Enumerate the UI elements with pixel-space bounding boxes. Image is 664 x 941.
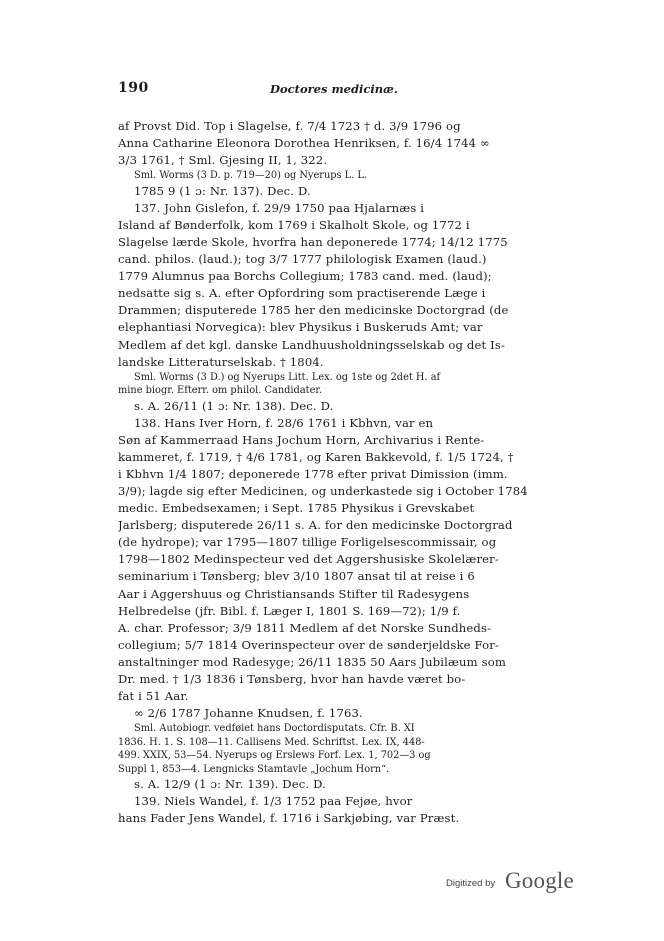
text-line: kammeret, f. 1719, † 4/6 1781, og Karen Bakkevold, f. 1/5 1724, † xyxy=(118,449,514,464)
text-line: (de hydrope); var 1795—1807 tillige Forligelsescommissair, og xyxy=(118,535,497,550)
text-line: Suppl 1, 853—4. Lengnicks Stamtavle „Jochum Horn“. xyxy=(118,763,390,775)
text-line: ∞ 2/6 1787 Johanne Knudsen, f. 1763. xyxy=(134,706,363,721)
text-line: Island af Bønderfolk, kom 1769 i Skalholt Skole, og 1772 i xyxy=(118,217,470,232)
text-line: 1785 9 (1 ɔ: Nr. 137). Dec. D. xyxy=(134,183,311,198)
digitized-by-label: Digitized by xyxy=(446,878,496,889)
text-line: 499. XXIX, 53—54. Nyerups og Erslews Forf. Lex. 1, 702—3 og xyxy=(118,750,431,762)
text-line: nedsatte sig s. A. efter Opfordring som practiserende Læge i xyxy=(118,286,486,301)
text-line: Dr. med. † 1/3 1836 i Tønsberg, hvor han havde været bo- xyxy=(118,672,466,687)
text-line: fat i 51 Aar. xyxy=(118,689,189,704)
text-line: Medlem af det kgl. danske Landhuusholdningsselskab og det Is- xyxy=(118,337,506,352)
text-line: Helbredelse (jfr. Bibl. f. Læger I, 1801 S. 169—72); 1/9 f. xyxy=(118,603,461,618)
text-line: 3/9); lagde sig efter Medicinen, og underkastede sig i October 1784 xyxy=(118,484,528,498)
running-title: Doctores medicinæ. xyxy=(270,82,398,96)
text-line: A. char. Professor; 3/9 1811 Medlem af det Norske Sundheds- xyxy=(118,620,492,635)
text-line: Jarlsberg; disputerede 26/11 s. A. for den medicinske Doctorgrad xyxy=(118,518,513,533)
text-line: cand. philos. (laud.); tog 3/7 1777 philologisk Examen (laud.) xyxy=(118,252,487,267)
text-line: Søn af Kammerraad Hans Jochum Horn, Archivarius i Rente- xyxy=(118,432,485,447)
text-line: elephantiasi Norvegica): blev Physikus i Buskeruds Amt; var xyxy=(118,320,483,335)
body-text xyxy=(118,118,538,827)
text-line: af Provst Did. Top i Slagelse, f. 7/4 1723 † d. 3/9 1796 og xyxy=(118,119,461,133)
page-header xyxy=(118,80,598,98)
page-number: 190 xyxy=(118,80,149,96)
text-line: landske Litteraturselskab. † 1804. xyxy=(118,354,324,369)
text-line: anstaltninger mod Radesyge; 26/11 1835 50 Aars Jubilæum som xyxy=(118,654,507,669)
text-line: 1779 Alumnus paa Borchs Collegium; 1783 cand. med. (laud); xyxy=(118,269,492,284)
text-line: Drammen; disputerede 1785 her den medicinske Doctorgrad (de xyxy=(118,303,509,318)
text-line: Aar i Aggershuus og Christiansands Stifter til Radesygens xyxy=(118,586,470,601)
google-logo: Google xyxy=(505,868,574,893)
text-line: 139. Niels Wandel, f. 1/3 1752 paa Fejøe, hvor xyxy=(134,794,413,809)
text-line: collegium; 5/7 1814 Overinspecteur over de sønderjeldske For- xyxy=(118,637,499,652)
digitization-footer xyxy=(0,868,664,898)
text-line: i Kbhvn 1/4 1807; deponerede 1778 efter privat Dimission (imm. xyxy=(118,466,508,481)
text-line: hans Fader Jens Wandel, f. 1716 i Sarkjøbing, var Præst. xyxy=(118,811,460,826)
text-line: medic. Embedsexamen; i Sept. 1785 Physikus i Grevskabet xyxy=(118,501,475,516)
text-line: 3/3 1761, † Sml. Gjesing II, 1, 322. xyxy=(118,153,328,168)
text-line: Anna Catharine Eleonora Dorothea Henriksen, f. 16/4 1744 ∞ xyxy=(118,136,490,151)
text-line: mine biogr. Efterr. om philol. Candidater. xyxy=(118,385,323,397)
text-line: s. A. 26/11 (1 ɔ: Nr. 138). Dec. D. xyxy=(134,398,334,413)
text-line: 1836. H. 1. S. 108—11. Callisens Med. Schriftst. Lex. IX, 448- xyxy=(118,736,425,748)
text-line: 138. Hans Iver Horn, f. 28/6 1761 i Kbhvn, var en xyxy=(134,415,434,430)
text-line: Sml. Worms (3 D. p. 719—20) og Nyerups L. L. xyxy=(134,170,368,182)
text-line: seminarium i Tønsberg; blev 3/10 1807 ansat til at reise i 6 xyxy=(118,569,475,584)
text-line: 137. John Gislefon, f. 29/9 1750 paa Hjalarnæs i xyxy=(134,200,425,215)
text-line: Slagelse lærde Skole, hvorfra han deponerede 1774; 14/12 1775 xyxy=(118,234,508,249)
text-line: Sml. Autobiogr. vedføiet hans Doctordisputats. Cfr. B. XI xyxy=(134,723,415,735)
text-line: s. A. 12/9 (1 ɔ: Nr. 139). Dec. D. xyxy=(134,776,326,791)
text-line: 1798—1802 Medinspecteur ved det Aggershusiske Skolelærer- xyxy=(118,552,499,567)
text-line: Sml. Worms (3 D.) og Nyerups Litt. Lex. og 1ste og 2det H. af xyxy=(134,371,441,383)
